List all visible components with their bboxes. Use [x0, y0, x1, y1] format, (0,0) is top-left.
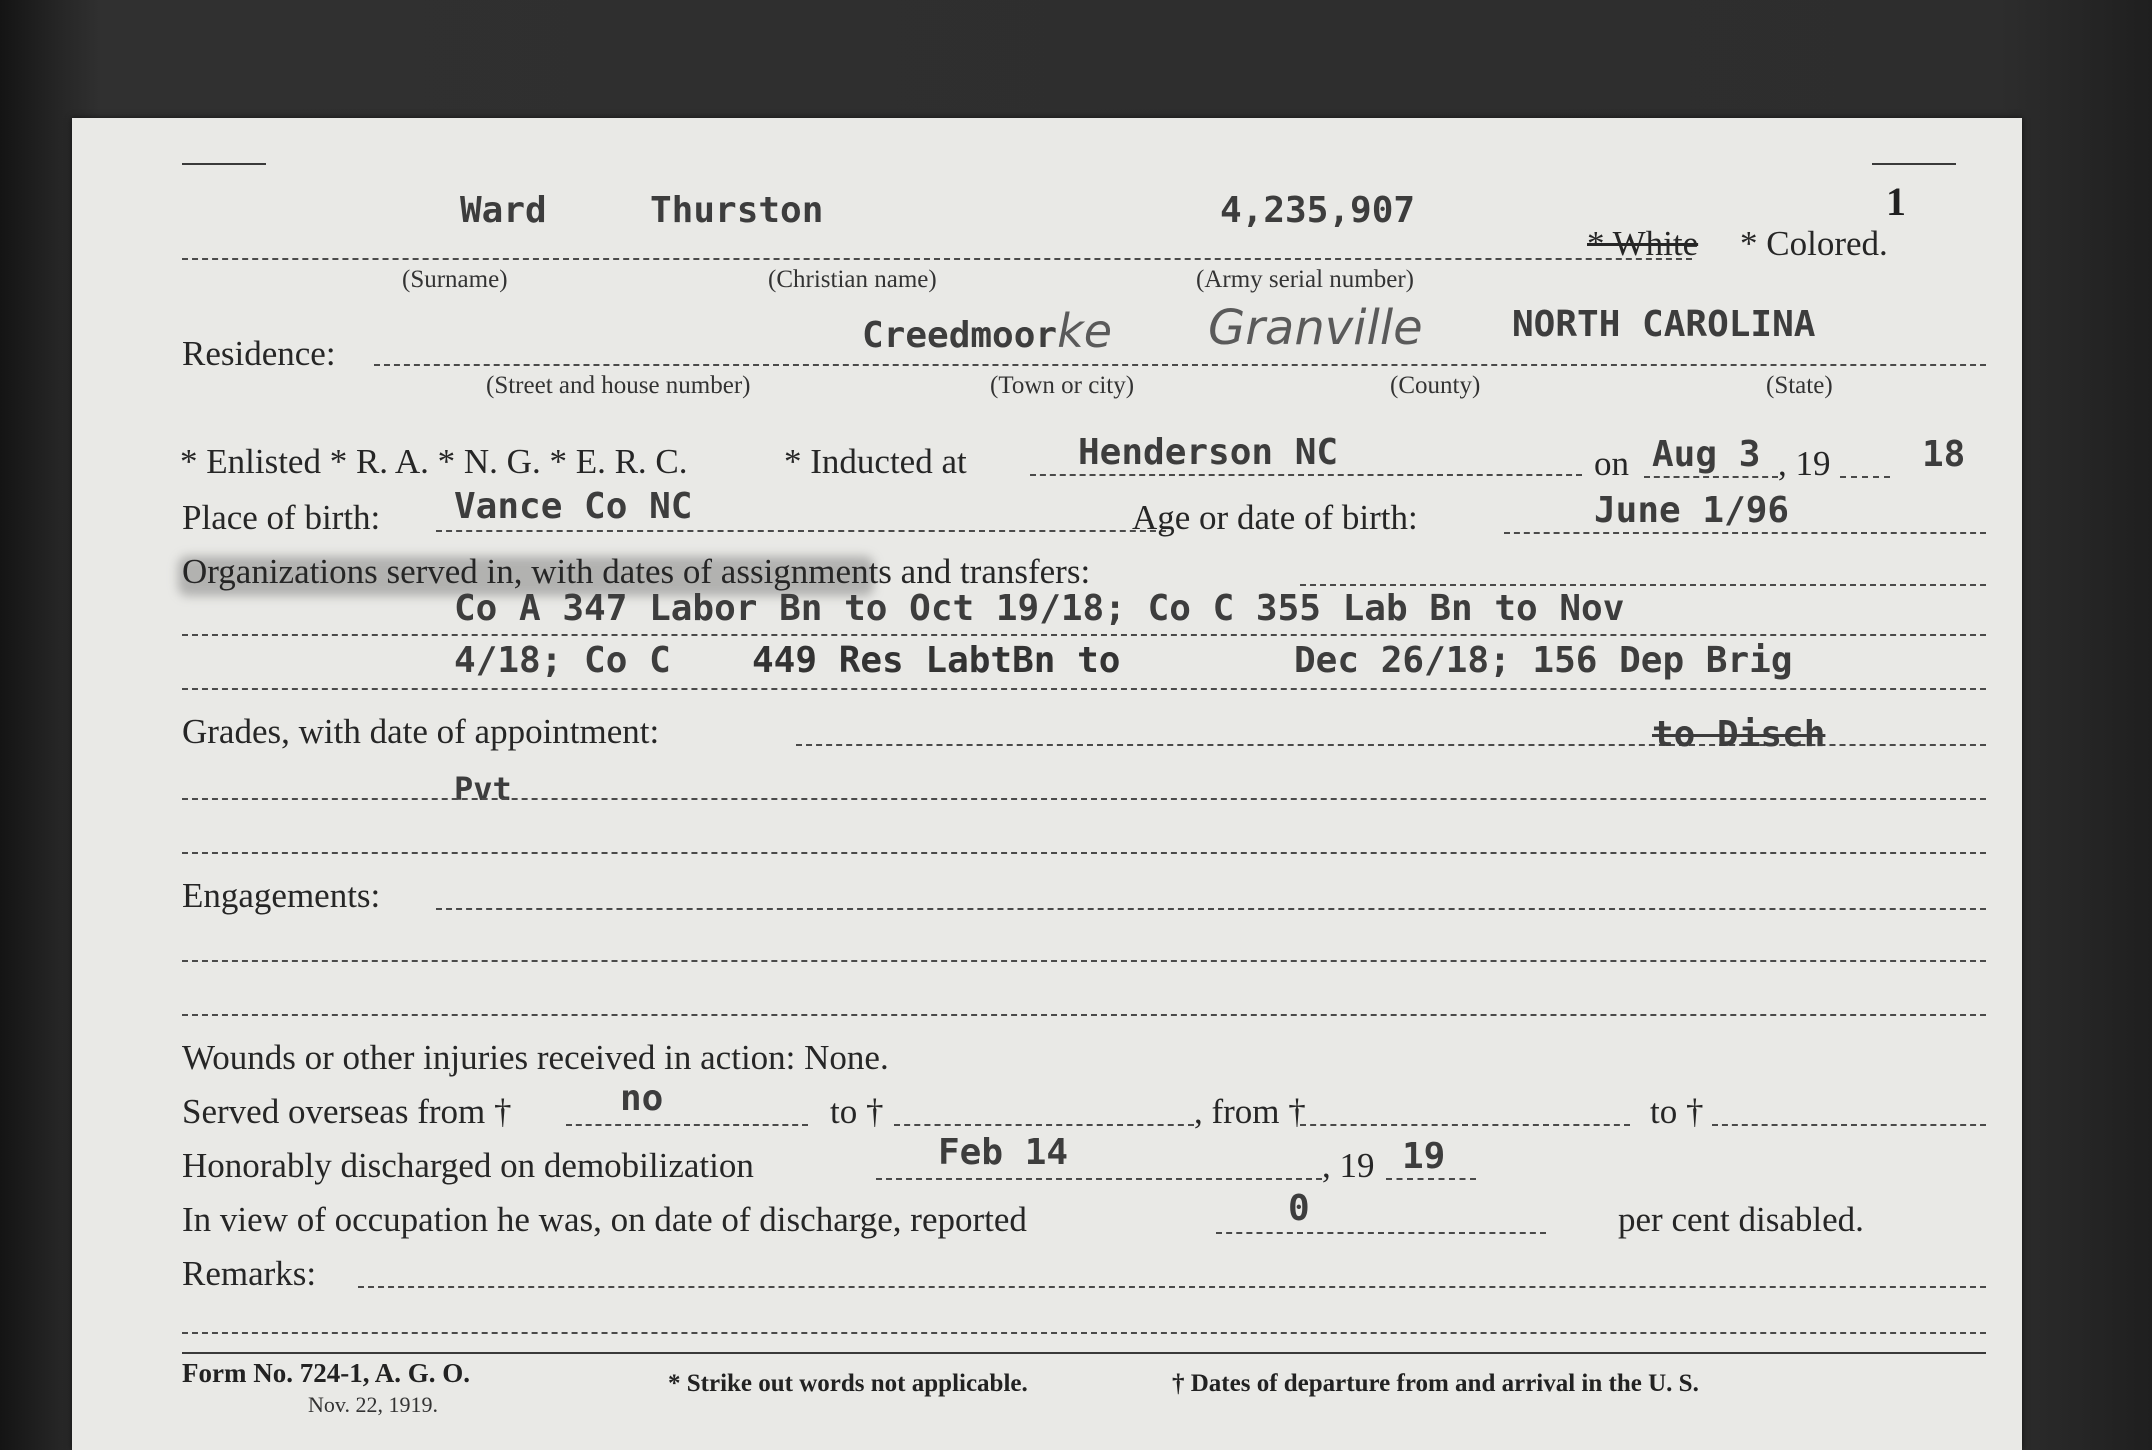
disability-line	[1216, 1232, 1546, 1234]
race-colored-option: * Colored.	[1740, 224, 1888, 263]
caption-christian-name: (Christian name)	[768, 266, 937, 293]
organizations-rule-1	[182, 634, 1986, 636]
induction-year-prefix: , 19	[1778, 444, 1831, 483]
overseas-from-value: no	[620, 1078, 664, 1119]
disability-label: In view of occupation he was, on date of discharge, reported	[182, 1200, 1027, 1239]
residence-state-value: NORTH CAROLINA	[1512, 304, 1816, 345]
grades-rule-2	[182, 852, 1986, 854]
disability-value: 0	[1288, 1188, 1310, 1229]
grades-label: Grades, with date of appointment:	[182, 712, 660, 751]
organizations-label: Organizations served in, with dates of assignments and transfers:	[182, 552, 1091, 591]
caption-town: (Town or city)	[990, 372, 1135, 399]
grades-note: to Disch	[1652, 714, 1826, 755]
top-right-rule	[1872, 163, 1956, 165]
form-number: Form No. 724-1, A. G. O.	[182, 1358, 470, 1388]
remarks-label: Remarks:	[182, 1254, 317, 1293]
footnote-strike: * Strike out words not applicable.	[668, 1370, 1028, 1397]
overseas-from-line	[566, 1124, 808, 1126]
grades-rule-1	[182, 798, 1986, 800]
induction-year-line	[1840, 476, 1890, 478]
discharge-date-line	[876, 1178, 1322, 1180]
organizations-line-0	[1300, 584, 1986, 586]
engagements-rule-2	[182, 1014, 1986, 1016]
residence-line	[374, 364, 1986, 366]
overseas-from2-label: , from †	[1194, 1092, 1306, 1131]
engagements-rule-1	[182, 960, 1986, 962]
engagements-line	[436, 908, 1986, 910]
race-white-option: * White	[1587, 224, 1699, 263]
remarks-rule-1	[182, 1332, 1986, 1334]
induction-date-line	[1644, 476, 1778, 478]
date-of-birth-label: Age or date of birth:	[1132, 498, 1418, 537]
discharge-year-line	[1386, 1178, 1476, 1180]
overseas-to-line	[894, 1124, 1194, 1126]
organizations-rule-2	[182, 688, 1986, 690]
residence-town-value: Creedmoorke	[862, 304, 1113, 358]
date-of-birth-line	[1504, 532, 1986, 534]
organizations-line-2b: 449 Res LabtBn to	[752, 640, 1121, 681]
residence-county-value: Granville	[1208, 300, 1423, 356]
enlistment-options: * Enlisted * R. A. * N. G. * E. R. C.	[180, 442, 688, 481]
organizations-line-2c: Dec 26/18; 156 Dep Brig	[1294, 640, 1793, 681]
inducted-at-line	[1030, 474, 1582, 476]
footnote-dates: † Dates of departure from and arrival in the U. S.	[1172, 1370, 1699, 1397]
service-record-card	[72, 118, 2022, 1450]
induction-on-label: on	[1594, 444, 1629, 483]
overseas-from2-line	[1300, 1124, 1630, 1126]
overseas-to2-label: to †	[1650, 1092, 1704, 1131]
caption-state: (State)	[1766, 372, 1833, 399]
organizations-line-1: Co A 347 Labor Bn to Oct 19/18; Co C 355 Lab Bn to Nov	[454, 588, 1625, 629]
discharge-date-value: Feb 14	[938, 1132, 1069, 1173]
overseas-label: Served overseas from †	[182, 1092, 512, 1131]
engagements-label: Engagements:	[182, 876, 381, 915]
card-number: 1	[1886, 179, 1906, 224]
induction-year-suffix: 18	[1922, 434, 1966, 475]
serial-number-value: 4,235,907	[1220, 190, 1416, 231]
discharge-year-prefix: , 19	[1322, 1146, 1375, 1185]
inducted-at-value: Henderson NC	[1078, 432, 1339, 473]
residence-label: Residence:	[182, 334, 336, 373]
christian-name-value: Thurston	[650, 190, 824, 231]
surname-value: Ward	[460, 190, 547, 231]
overseas-to-label: to †	[830, 1092, 884, 1131]
place-of-birth-value: Vance Co NC	[454, 486, 693, 527]
name-line	[182, 258, 1692, 260]
caption-county: (County)	[1390, 372, 1481, 399]
footer-rule	[182, 1352, 1986, 1354]
discharge-year-suffix: 19	[1402, 1136, 1446, 1177]
date-of-birth-value: June 1/96	[1594, 490, 1790, 531]
caption-street: (Street and house number)	[486, 372, 751, 399]
wounds-label: Wounds or other injuries received in action: None.	[182, 1038, 889, 1077]
organizations-line-2a: 4/18; Co C	[454, 640, 671, 681]
remarks-line	[358, 1286, 1986, 1288]
induction-date-value: Aug 3	[1652, 434, 1761, 475]
grade-value: Pvt	[454, 770, 512, 808]
caption-surname: (Surname)	[402, 266, 508, 293]
top-left-rule	[182, 163, 266, 165]
place-of-birth-label: Place of birth:	[182, 498, 381, 537]
place-of-birth-line	[436, 530, 1166, 532]
caption-serial-number: (Army serial number)	[1196, 266, 1414, 293]
disability-suffix: per cent disabled.	[1618, 1200, 1864, 1239]
overseas-to2-line	[1712, 1124, 1986, 1126]
form-date: Nov. 22, 1919.	[308, 1392, 438, 1417]
inducted-at-label: * Inducted at	[784, 442, 967, 481]
discharge-label: Honorably discharged on demobilization	[182, 1146, 754, 1185]
